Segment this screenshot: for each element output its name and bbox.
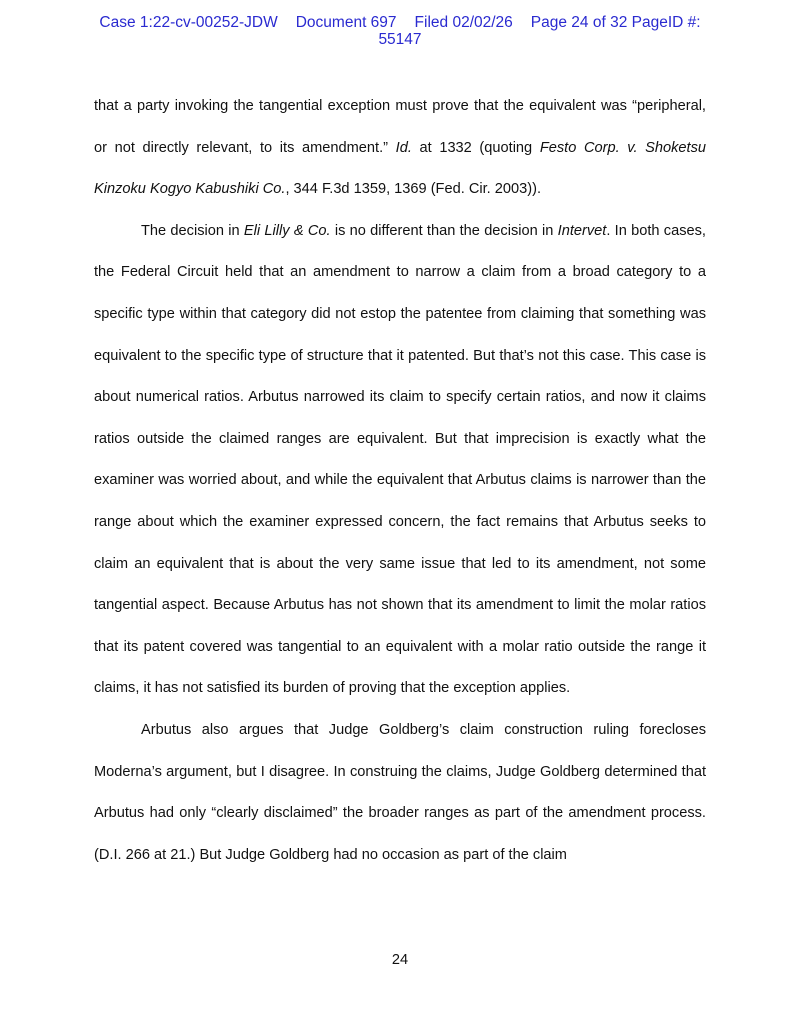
page-info: Page 24 of 32 PageID #: (530, 14, 701, 31)
paragraph-2 (94, 211, 706, 710)
filing-header (60, 14, 740, 48)
p2-text-2: is no different than the decision in (330, 222, 558, 239)
p2-case-name-eli-lilly: Eli Lilly & Co. (243, 222, 331, 239)
case-number: Case 1:22-cv-00252-JDW (99, 14, 278, 31)
p2-text-3: . In both cases, the Federal Circuit held that an amendment to narrow a claim from a broad category to a specific type within that category did not estop the patentee from claiming that something was equivalent to the specific type of structure that it patented. But that’s not this case. This case is about numerical ratios. Arbutus narrowed its claim to specify certain ratios, and now it claims ratios outside the claimed ranges are equivalent. But that imprecision is exactly what the examiner was worried about, and while the equivalent that Arbutus claims is narrower than the range about which the examiner expressed concern, the fact remains that Arbutus seeks to claim an equivalent that is about the very same issue that led to its amendment, not some tangential aspect. Because Arbutus has not shown that its amendment to limit the molar ratios that its patent covered was tangential to an equivalent with a molar ratio outside the range it claims, it has not satisfied its burden of proving that the exception applies. (94, 222, 706, 697)
document-number: Document 697 (295, 14, 397, 31)
p1-citation-id: Id. (395, 139, 412, 156)
paragraph-1 (94, 86, 706, 211)
p1-text-2: at 1332 (quoting (411, 139, 540, 156)
filed-date: Filed 02/02/26 (414, 14, 513, 31)
opinion-body (94, 86, 706, 876)
page-id: 55147 (378, 31, 422, 48)
filing-header-line (60, 14, 740, 31)
page-number: 24 (391, 952, 409, 968)
p2-text-1: The decision in (141, 222, 244, 239)
p1-text-1: that a party invoking the tangential exception must prove that the equivalent was “peripheral, or not directly relevant, to its amendment.” (94, 98, 706, 156)
p3-text-1: Arbutus also argues that Judge Goldberg’s claim construction ruling forecloses Moderna’s argument, but I disagree. In construing the claims, Judge Goldberg determined that Arbutus had only “clearly disclaimed” the broader ranges as part of the amendment process. (D.I. 266 at 21.) But Judge Goldberg had no occasion as part of the claim (94, 721, 706, 863)
paragraph-3 (94, 710, 706, 876)
p1-text-3: , 344 F.3d 1359, 1369 (Fed. Cir. 2003)). (285, 181, 541, 198)
p2-case-name-intervet: Intervet (557, 222, 607, 239)
p1-case-name-festo: Festo Corp. v. Shoketsu Kinzoku Kogyo Kabushiki Co. (94, 139, 707, 198)
